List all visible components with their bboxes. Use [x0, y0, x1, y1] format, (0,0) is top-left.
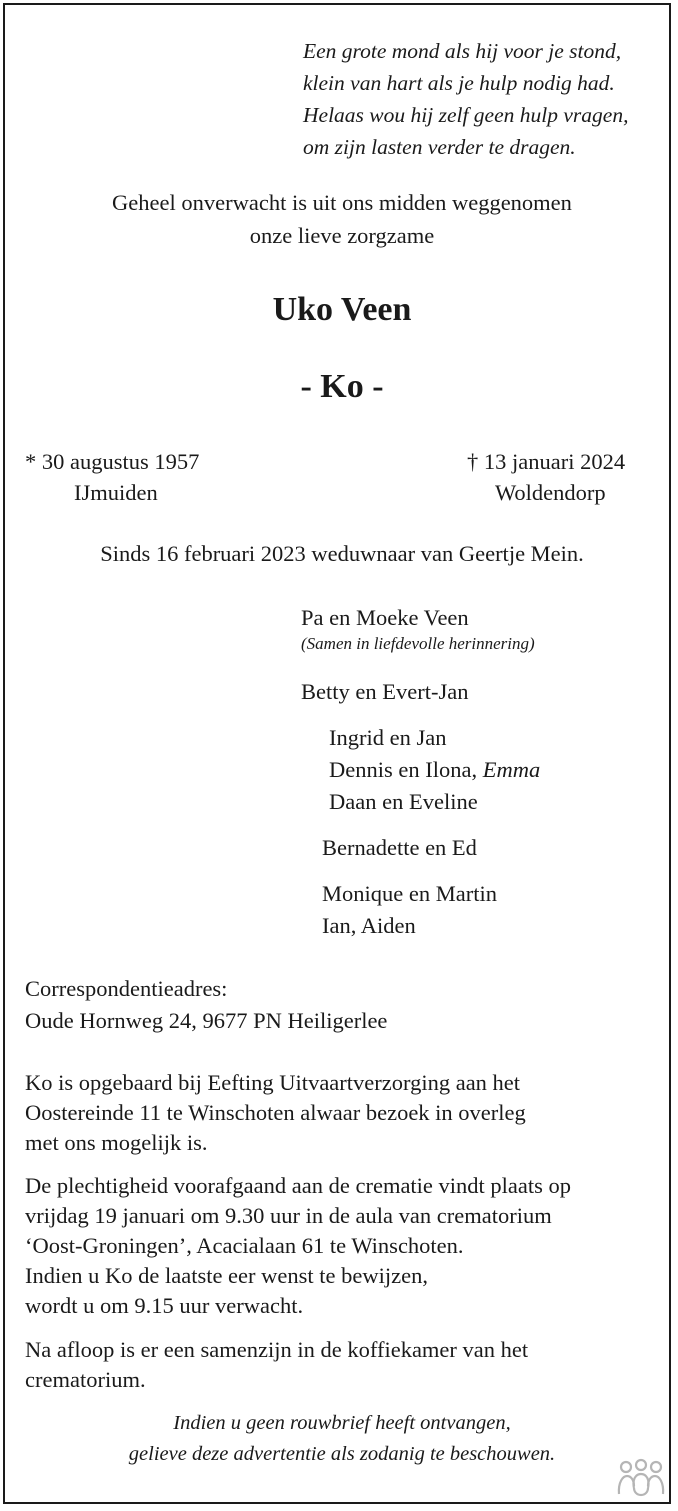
- family-grandchild: Daan en Eveline: [329, 789, 478, 814]
- paragraph-line: crematorium.: [25, 1367, 146, 1392]
- paragraph-line: De plechtigheid voorafgaand aan de crematie vindt plaats op: [25, 1173, 572, 1198]
- family-grandchild: Ingrid en Jan: [329, 725, 447, 750]
- paragraph-line: ‘Oost-Groningen’, Acacialaan 61 te Winschoten.: [25, 1233, 464, 1258]
- great-grandchild: Emma: [482, 757, 541, 782]
- intro-line: onze lieve zorgzame: [249, 223, 435, 248]
- intro-line: Geheel onverwacht is uit ons midden weggenomen: [112, 190, 572, 215]
- correspondence-label: Correspondentieadres:: [25, 976, 228, 1001]
- family-couple: Monique en Martin: [322, 881, 497, 906]
- birth-date: * 30 augustus 1957: [25, 449, 200, 474]
- family-grandchild: [329, 754, 540, 785]
- family-couple: Betty en Evert-Jan: [301, 679, 469, 704]
- paragraph-line: vrijdag 19 januari om 9.30 uur in de aula van crematorium: [25, 1203, 552, 1228]
- birth-place: IJmuiden: [74, 480, 158, 505]
- paragraph-line: wordt u om 9.15 uur verwacht.: [25, 1293, 304, 1318]
- paragraph-line: Indien u Ko de laatste eer wenst te bewijzen,: [25, 1263, 428, 1288]
- family-parents: Pa en Moeke Veen: [301, 605, 469, 630]
- paragraph-line: Oostereinde 11 te Winschoten alwaar bezoek in overleg: [25, 1100, 526, 1125]
- people-group-icon: [616, 1458, 666, 1498]
- deceased-name: Uko Veen: [272, 291, 412, 328]
- death-place: Woldendorp: [495, 480, 606, 505]
- deceased-nickname: - Ko -: [300, 368, 384, 405]
- family-parents-note: (Samen in liefdevolle herinnering): [301, 634, 535, 653]
- closing-line: gelieve deze advertentie als zodanig te beschouwen.: [128, 1443, 556, 1465]
- poem-line: klein van hart als je hulp nodig had.: [303, 71, 615, 95]
- poem-line: Een grote mond als hij voor je stond,: [303, 39, 622, 63]
- poem-line: om zijn lasten verder te dragen.: [303, 135, 576, 159]
- paragraph-line: met ons mogelijk is.: [25, 1130, 208, 1155]
- paragraph-line: Na afloop is er een samenzijn in de koffiekamer van het: [25, 1337, 529, 1362]
- family-children: Ian, Aiden: [322, 913, 416, 938]
- closing-line: Indien u geen rouwbrief heeft ontvangen,: [173, 1412, 511, 1434]
- poem-line: Helaas wou hij zelf geen hulp vragen,: [303, 103, 629, 127]
- grandchild-couple: Dennis en Ilona,: [329, 757, 478, 782]
- correspondence-address: Oude Hornweg 24, 9677 PN Heiligerlee: [25, 1008, 388, 1033]
- advertisement-frame: [3, 3, 671, 1504]
- paragraph-line: Ko is opgebaard bij Eefting Uitvaartverzorging aan het: [25, 1070, 521, 1095]
- family-couple: Bernadette en Ed: [322, 835, 477, 860]
- death-date: † 13 januari 2024: [467, 449, 626, 474]
- widower-line: Sinds 16 februari 2023 weduwnaar van Geertje Mein.: [100, 541, 584, 566]
